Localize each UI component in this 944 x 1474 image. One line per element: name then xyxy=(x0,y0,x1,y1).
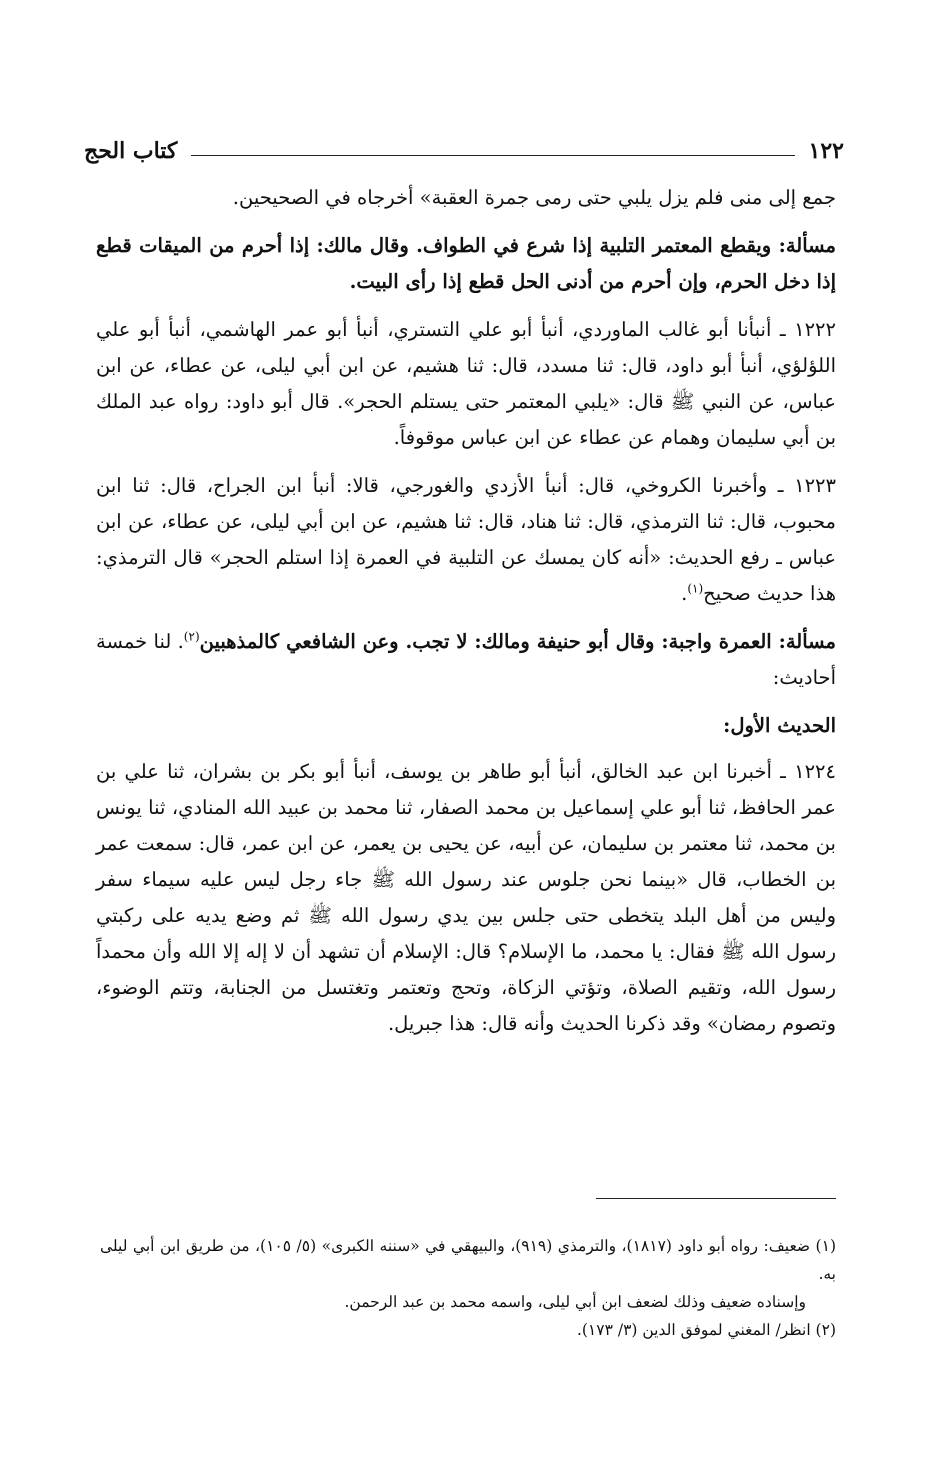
header-rule xyxy=(191,155,794,156)
hadith-1223-end: . xyxy=(681,582,688,605)
footnote-2: (٢) انظر/ المغني لموفق الدين (٣/ ١٧٣). xyxy=(576,1321,836,1339)
footnote-1-continuation: وإسناده ضعيف وذلك لضعف ابن أبي ليلى، واسمه محمد بن عبد الرحمن. xyxy=(344,1293,806,1311)
section-heading: الحديث الأول: xyxy=(723,714,836,737)
book-title: كتاب الحج xyxy=(84,138,178,164)
page-header xyxy=(84,128,844,164)
footnote-1: (١) ضعيف: رواه أبو داود (١٨١٧)، والترمذي (٩١٩)، والبيهقي في «سننه الكبرى» (٥/ ١٠٥)، من طريق ابن أبي ليلى به. xyxy=(100,1237,836,1283)
footnotes xyxy=(100,1232,836,1344)
paragraph-continuation: جمع إلى منى فلم يزل يلبي حتى رمى جمرة العقبة» أخرجاه في الصحيحين. xyxy=(232,186,836,209)
paragraph-hadith-1223 xyxy=(96,468,836,612)
issue-umrah-text: مسألة: العمرة واجبة: وقال أبو حنيفة ومالك: لا تجب. وعن الشافعي كالمذهبين xyxy=(199,630,836,653)
issue-umrah-end: . لنا خمسة أحاديث: xyxy=(96,630,836,689)
footnote-ref-2[interactable]: (٢) xyxy=(183,629,200,644)
footnote-ref-1[interactable]: (١) xyxy=(687,581,704,596)
paragraph-issue-talbiya: مسألة: ويقطع المعتمر التلبية إذا شرع في الطواف. وقال مالك: إذا أحرم من الميقات قطع إذا دخل الحرم، وإن أحرم من أدنى الحل قطع إذا رأى البيت. xyxy=(96,234,836,293)
main-text xyxy=(96,180,836,1054)
footnote-separator xyxy=(596,1198,836,1199)
page-number: ١٢٢ xyxy=(808,138,844,164)
paragraph-issue-umrah xyxy=(96,624,836,696)
paragraph-hadith-1222: ١٢٢٢ ـ أنبأنا أبو غالب الماوردي، أنبأ أبو علي التستري، أنبأ أبو عمر الهاشمي، أنبأ أبو علي اللؤلؤي، أنبأ أبو داود، قال: ثنا مسدد، قال: ثنا هشيم، عن ابن أبي ليلى، عن عطاء، عن ابن عباس، عن النبي ﷺ قال: «يلبي المعتمر حتى يستلم الحجر». قال أبو داود: رواه عبد الملك بن أبي سليمان وهمام عن عطاء عن ابن عباس موقوفاً. xyxy=(96,318,836,449)
paragraph-hadith-1224: ١٢٢٤ ـ أخبرنا ابن عبد الخالق، أنبأ أبو طاهر بن يوسف، أنبأ أبو بكر بن بشران، ثنا علي بن عمر الحافظ، ثنا أبو علي إسماعيل بن محمد الصفار، ثنا محمد بن عبيد الله المنادي، ثنا يونس بن محمد، ثنا معتمر بن سليمان، عن أبيه، عن يحيى بن يعمر، عن ابن عمر، قال: سمعت عمر بن الخطاب، قال «بينما نحن جلوس عند رسول الله ﷺ جاء رجل ليس عليه سيماء سفر وليس من أهل البلد يتخطى حتى جلس بين يدي رسول الله ﷺ ثم وضع يديه على ركبتي رسول الله ﷺ فقال: يا محمد، ما الإسلام؟ قال: الإسلام أن تشهد أن لا إله إلا الله وأن محمداً رسول الله، وتقيم الصلاة، وتؤتي الزكاة، وتحج وتعتمر وتغتسل من الجنابة، وتتم الوضوء، وتصوم رمضان» وقد ذكرنا الحديث وأنه قال: هذا جبريل. xyxy=(96,760,836,1035)
hadith-1223-text: ١٢٢٣ ـ وأخبرنا الكروخي، قال: أنبأ الأزدي والغورجي، قالا: أنبأ ابن الجراح، قال: ثنا ابن محبوب، قال: ثنا الترمذي، قال: ثنا هناد، قال: ثنا هشيم، عن ابن أبي ليلى، عن عطاء، عن ابن عباس ـ رفع الحديث: «أنه كان يمسك عن التلبية في العمرة إذا استلم الحجر» قال الترمذي: هذا حديث صحيح xyxy=(96,474,836,605)
